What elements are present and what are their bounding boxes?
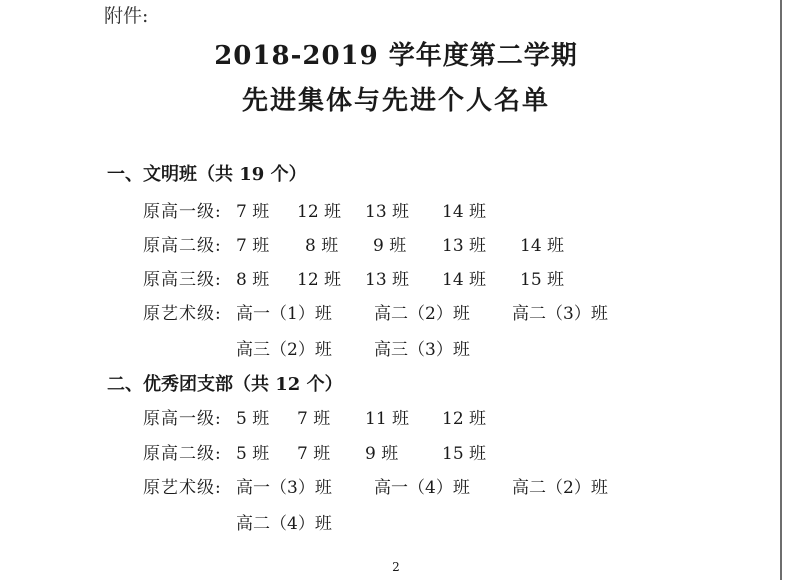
attachment-label: 附件: bbox=[104, 5, 149, 27]
list-item: 高二（3）班 bbox=[512, 304, 608, 324]
list-item: 13 班 bbox=[365, 202, 410, 222]
row-label: 原艺术级: bbox=[143, 304, 222, 324]
list-item: 14 班 bbox=[442, 270, 487, 290]
row-label: 原高二级: bbox=[143, 236, 222, 256]
list-item: 8 班 bbox=[236, 270, 270, 290]
list-item: 9 班 bbox=[373, 236, 407, 256]
list-item: 高三（2）班 bbox=[236, 340, 332, 360]
row-label: 原高二级: bbox=[143, 444, 222, 464]
list-item: 高二（2）班 bbox=[374, 304, 470, 324]
title-line-2: 先进集体与先进个人名单 bbox=[241, 86, 550, 116]
list-item: 12 班 bbox=[297, 202, 342, 222]
row-label: 原高一级: bbox=[143, 202, 222, 222]
row-label: 原高一级: bbox=[143, 409, 222, 429]
list-item: 12 班 bbox=[297, 270, 342, 290]
list-item: 高一（4）班 bbox=[374, 478, 470, 498]
list-item: 11 班 bbox=[365, 409, 410, 429]
list-item: 5 班 bbox=[236, 444, 270, 464]
list-item: 15 班 bbox=[442, 444, 487, 464]
list-item: 15 班 bbox=[520, 270, 565, 290]
list-item: 9 班 bbox=[365, 444, 399, 464]
section-heading-excellent-league-branch: 二、优秀团支部（共 12 个） bbox=[107, 374, 343, 395]
row-label: 原艺术级: bbox=[143, 478, 222, 498]
list-item: 12 班 bbox=[442, 409, 487, 429]
list-item: 高二（4）班 bbox=[236, 514, 332, 534]
list-item: 7 班 bbox=[297, 444, 331, 464]
list-item: 14 班 bbox=[442, 202, 487, 222]
list-item: 7 班 bbox=[236, 236, 270, 256]
title-line-1: 2018-2019 学年度第二学期 bbox=[214, 41, 578, 71]
list-item: 高三（3）班 bbox=[374, 340, 470, 360]
list-item: 高二（2）班 bbox=[512, 478, 608, 498]
list-item: 13 班 bbox=[442, 236, 487, 256]
list-item: 7 班 bbox=[297, 409, 331, 429]
list-item: 7 班 bbox=[236, 202, 270, 222]
list-item: 高一（1）班 bbox=[236, 304, 332, 324]
list-item: 8 班 bbox=[305, 236, 339, 256]
list-item: 高一（3）班 bbox=[236, 478, 332, 498]
list-item: 5 班 bbox=[236, 409, 270, 429]
section-heading-civilized-class: 一、文明班（共 19 个） bbox=[107, 164, 307, 185]
list-item: 14 班 bbox=[520, 236, 565, 256]
list-item: 13 班 bbox=[365, 270, 410, 290]
row-label: 原高三级: bbox=[143, 270, 222, 290]
page-number: 2 bbox=[392, 560, 400, 574]
